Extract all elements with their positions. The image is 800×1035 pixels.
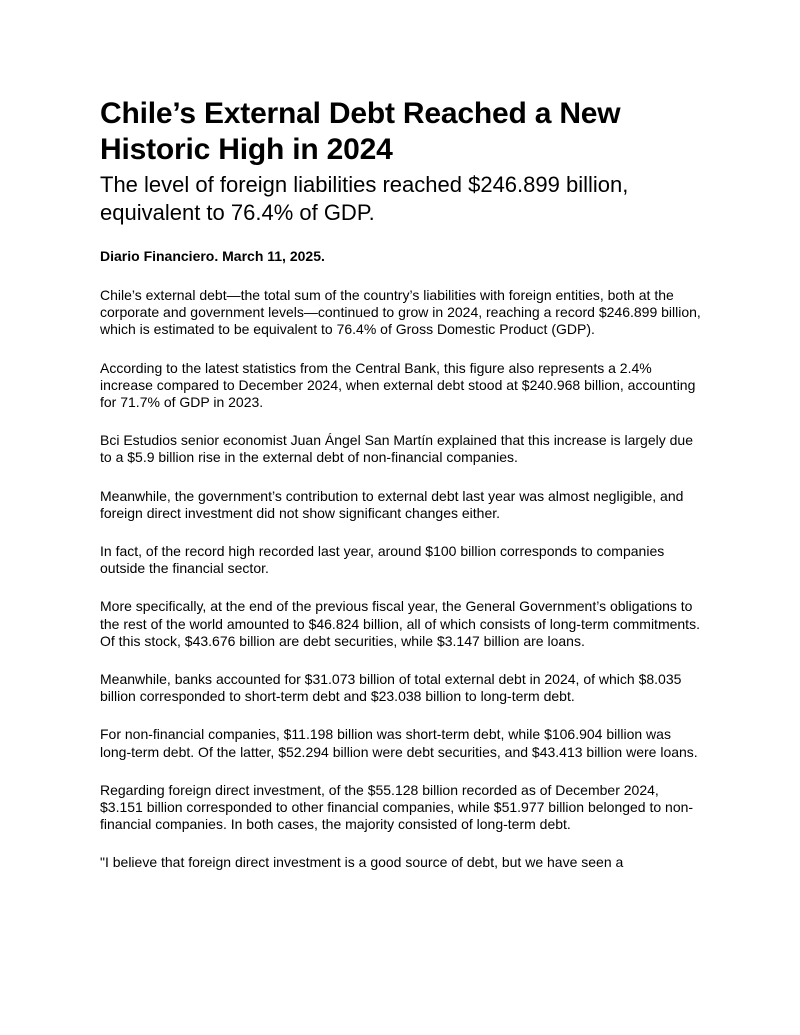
article-byline: Diario Financiero. March 11, 2025. [100,248,325,264]
paragraph-6: More specifically, at the end of the previous fiscal year, the General Government’s obligations to the rest of the world amounted to $46.824 billion, all of which consists of long-term commitments. Of this stock, $43.676 billion are debt securities, while $3.147 billion are loans. [100,598,700,649]
article [100,96,705,872]
paragraph-7: Meanwhile, banks accounted for $31.073 billion of total external debt in 2024, of which $8.035 billion corresponded to short-term debt and $23.038 billion to long-term debt. [100,671,682,705]
article-headline: Chile’s External Debt Reached a New Historic High in 2024 [100,97,621,166]
article-subheadline: The level of foreign liabilities reached $246.899 billion, equivalent to 76.4% of GDP. [100,172,629,225]
paragraph-10: "I believe that foreign direct investment is a good source of debt, but we have seen a [100,854,624,871]
paragraph-4: Meanwhile, the government’s contribution to external debt last year was almost negligible, and foreign direct investment did not show significant changes either. [100,487,684,521]
paragraph-2: According to the latest statistics from the Central Bank, this figure also represents a 2.4% increase compared to December 2024, when external debt stood at $240.968 billion, accounting for 71.7% of GDP in 2023. [100,359,696,411]
paragraph-3: Bci Estudios senior economist Juan Ángel San Martín explained that this increase is largely due to a $5.9 billion rise in the external debt of non-financial companies. [100,432,693,466]
paragraph-1: Chile’s external debt—the total sum of the country’s liabilities with foreign entities, both at the corporate and government levels—continued to grow in 2024, reaching a record $246.899 billion, which is estimated to be equivalent to 76.4% of Gross Domestic Product (GDP). [100,287,701,338]
paragraph-5: In fact, of the record high recorded last year, around $100 billion corresponds to companies outside the financial sector. [100,543,665,577]
paragraph-8: For non-financial companies, $11.198 billion was short-term debt, while $106.904 billion was long-term debt. Of the latter, $52.294 billion were debt securities, and $43.413 billion were loans. [100,726,698,760]
paragraph-9: Regarding foreign direct investment, of the $55.128 billion recorded as of December 2024, $3.151 billion corresponded to other financial companies, while $51.977 billion belonged to non-financial companies. In both cases, the majority consisted of long-term debt. [100,781,694,833]
